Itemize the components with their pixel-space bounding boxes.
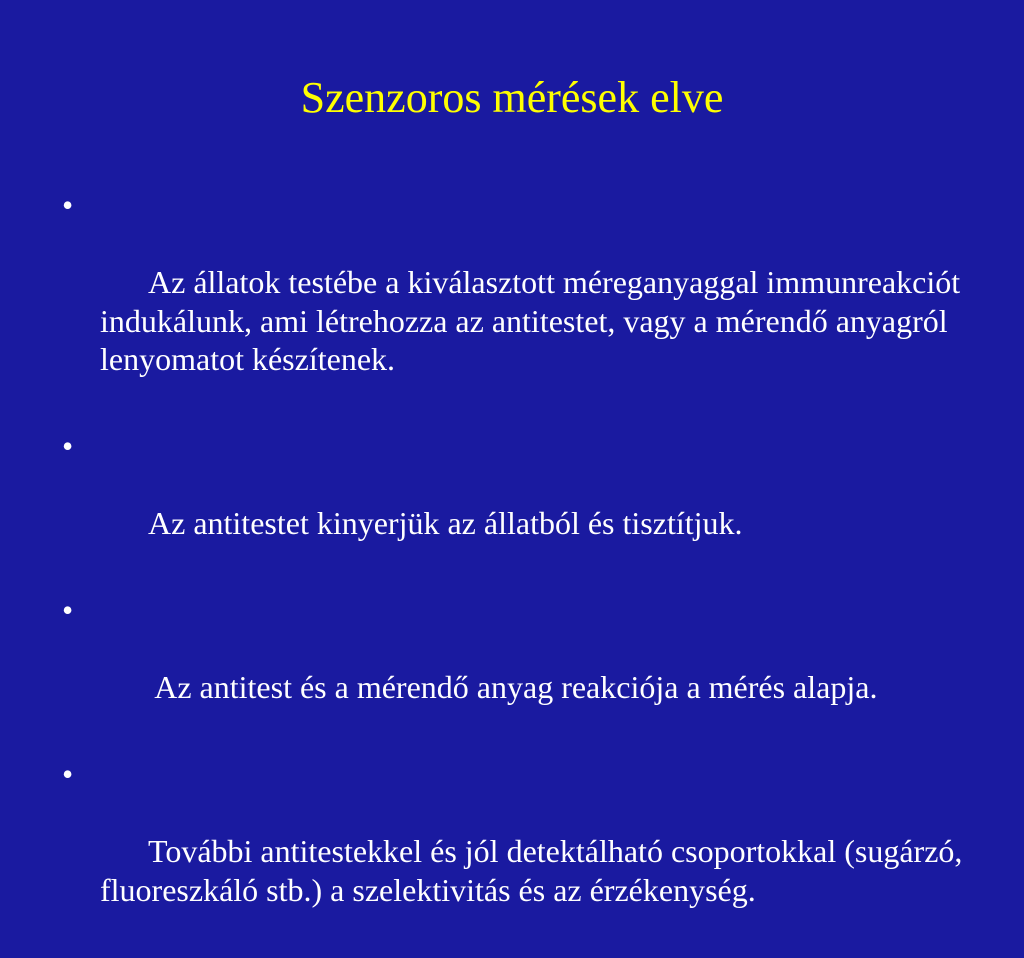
bullet-text: További antitestekkel és jól detektálható csoportokkal (sugárzó, fluoreszkáló stb.) a szelektivitás és az érzékenység. bbox=[100, 833, 971, 908]
slide-title: Szenzoros mérések elve bbox=[300, 73, 724, 122]
bullet-item-2 bbox=[56, 427, 976, 581]
bullet-list bbox=[56, 186, 976, 958]
bullet-text: Az antitest és a mérendő anyag reakciója a mérés alapja. bbox=[148, 669, 878, 705]
bullet-icon: • bbox=[62, 428, 74, 464]
bullet-icon: • bbox=[62, 592, 74, 628]
bullet-item-3 bbox=[56, 591, 976, 745]
bullet-icon: • bbox=[62, 756, 74, 792]
bullet-text: Az állatok testébe a kiválasztott méreganyaggal immunreakciót indukálunk, ami létrehozza az antitestet, vagy a mérendő anyagról lenyomatot készítenek. bbox=[100, 264, 969, 377]
bullet-item-1 bbox=[56, 186, 976, 417]
bullet-icon: • bbox=[62, 187, 74, 223]
bullet-text: Az antitestet kinyerjük az állatból és tisztítjuk. bbox=[148, 505, 743, 541]
bullet-item-4 bbox=[56, 755, 976, 948]
